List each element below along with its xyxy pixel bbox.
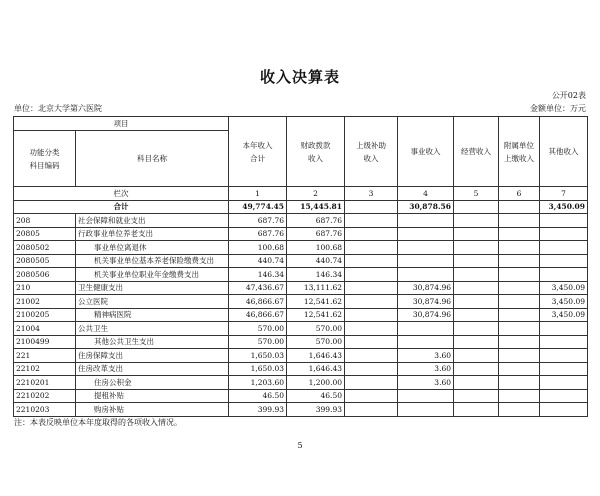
table-body (14, 117, 588, 417)
amount-cell (454, 376, 499, 390)
amount-cell (345, 214, 398, 228)
total-cell: 15,445.81 (287, 200, 345, 214)
subject-code: 2080502 (14, 241, 76, 255)
amount-cell (345, 254, 398, 268)
amount-cell (540, 349, 588, 363)
table-row (14, 295, 588, 309)
amount-cell: 687.76 (229, 214, 287, 228)
total-label: 合计 (14, 200, 229, 214)
header-col-2: 财政拨款 收入 (287, 117, 345, 187)
subject-code: 21002 (14, 295, 76, 309)
amount-cell (454, 227, 499, 241)
col-number: 2 (287, 187, 345, 201)
subject-code: 2080506 (14, 268, 76, 282)
subject-code: 2080505 (14, 254, 76, 268)
amount-cell: 12,541.62 (287, 308, 345, 322)
table-row (14, 281, 588, 295)
total-cell (345, 200, 398, 214)
amount-cell (499, 227, 540, 241)
amount-cell (345, 349, 398, 363)
amount-cell: 570.00 (229, 335, 287, 349)
table-row (14, 389, 588, 403)
amount-cell (398, 214, 454, 228)
page-number: 5 (297, 441, 303, 450)
subject-name: 公立医院 (76, 295, 229, 309)
col-number: 3 (345, 187, 398, 201)
amount-cell (454, 403, 499, 417)
subject-name: 行政事业单位养老支出 (76, 227, 229, 241)
amount-cell (499, 281, 540, 295)
col-number: 6 (499, 187, 540, 201)
amount-cell (398, 403, 454, 417)
amount-cell: 3,450.09 (540, 308, 588, 322)
amount-cell (398, 335, 454, 349)
amount-cell (540, 214, 588, 228)
subject-name: 机关事业单位基本养老保险缴费支出 (76, 254, 229, 268)
table-note: 注：本表反映单位本年度取得的各项收入情况。 (14, 418, 182, 427)
amount-cell (540, 254, 588, 268)
amount-cell (540, 227, 588, 241)
amount-cell (345, 227, 398, 241)
money-unit-label: 金额单位：万元 (530, 104, 586, 113)
subject-code: 208 (14, 214, 76, 228)
amount-cell: 1,650.03 (229, 362, 287, 376)
amount-cell (454, 295, 499, 309)
amount-cell (499, 308, 540, 322)
amount-cell: 100.68 (229, 241, 287, 255)
table-row (14, 403, 588, 417)
subject-code: 22102 (14, 362, 76, 376)
amount-cell (454, 362, 499, 376)
subject-code: 20805 (14, 227, 76, 241)
header-item: 项目 (14, 117, 229, 131)
report-title: 收入决算表 (259, 68, 340, 86)
header-col-7: 其他收入 (540, 117, 588, 187)
amount-cell (499, 376, 540, 390)
amount-cell: 3,450.09 (540, 295, 588, 309)
amount-cell: 30,874.96 (398, 295, 454, 309)
amount-cell (345, 376, 398, 390)
table-row (14, 254, 588, 268)
amount-cell: 570.00 (287, 322, 345, 336)
total-cell (454, 200, 499, 214)
amount-cell: 46.50 (287, 389, 345, 403)
subject-code: 2210202 (14, 389, 76, 403)
header-col-6: 附属单位 上缴收入 (499, 117, 540, 187)
amount-cell (454, 335, 499, 349)
subject-code: 2210201 (14, 376, 76, 390)
amount-cell: 146.34 (229, 268, 287, 282)
subject-code: 2210203 (14, 403, 76, 417)
table-row (14, 214, 588, 228)
table-row (14, 376, 588, 390)
header-col-4: 事业收入 (398, 117, 454, 187)
table-row (14, 362, 588, 376)
amount-cell: 30,874.96 (398, 308, 454, 322)
subject-name: 精神病医院 (76, 308, 229, 322)
subject-name: 提租补贴 (76, 389, 229, 403)
amount-cell: 12,541.62 (287, 295, 345, 309)
amount-cell (540, 389, 588, 403)
amount-cell (398, 268, 454, 282)
amount-cell (499, 322, 540, 336)
subject-name: 其他公共卫生支出 (76, 335, 229, 349)
amount-cell (454, 322, 499, 336)
amount-cell (540, 362, 588, 376)
amount-cell: 1,646.43 (287, 349, 345, 363)
amount-cell: 13,111.62 (287, 281, 345, 295)
total-cell (499, 200, 540, 214)
amount-cell (499, 389, 540, 403)
amount-cell: 399.93 (229, 403, 287, 417)
header-row-1 (14, 117, 588, 131)
lanci-label: 栏次 (14, 187, 229, 201)
total-cell: 3,450.09 (540, 200, 588, 214)
amount-cell: 46,866.67 (229, 308, 287, 322)
amount-cell (398, 389, 454, 403)
amount-cell (499, 349, 540, 363)
table-row (14, 308, 588, 322)
amount-cell (499, 335, 540, 349)
amount-cell (345, 362, 398, 376)
unit-label: 单位：北京大学第六医院 (14, 104, 102, 113)
amount-cell (398, 227, 454, 241)
subject-code: 21004 (14, 322, 76, 336)
amount-cell (454, 389, 499, 403)
table-row (14, 241, 588, 255)
amount-cell (499, 362, 540, 376)
table-row (14, 335, 588, 349)
amount-cell (499, 241, 540, 255)
amount-cell: 399.93 (287, 403, 345, 417)
subject-code: 2100499 (14, 335, 76, 349)
income-table (13, 116, 588, 417)
amount-cell (540, 241, 588, 255)
header-col-3: 上级补助 收入 (345, 117, 398, 187)
subject-name: 购房补贴 (76, 403, 229, 417)
amount-cell (454, 349, 499, 363)
amount-cell (398, 241, 454, 255)
col-number: 1 (229, 187, 287, 201)
subject-name: 机关事业单位职业年金缴费支出 (76, 268, 229, 282)
subject-name: 住房改革支出 (76, 362, 229, 376)
total-cell: 49,774.45 (229, 200, 287, 214)
amount-cell: 687.76 (287, 227, 345, 241)
total-cell: 30,878.56 (398, 200, 454, 214)
amount-cell (454, 254, 499, 268)
amount-cell: 46.50 (229, 389, 287, 403)
amount-cell: 30,874.96 (398, 281, 454, 295)
amount-cell: 1,200.00 (287, 376, 345, 390)
total-row (14, 200, 588, 214)
subject-code: 210 (14, 281, 76, 295)
header-name: 科目名称 (76, 131, 229, 187)
table-row (14, 227, 588, 241)
amount-cell (499, 254, 540, 268)
amount-cell (454, 308, 499, 322)
amount-cell (345, 308, 398, 322)
subject-code: 2100205 (14, 308, 76, 322)
amount-cell (398, 322, 454, 336)
subject-name: 住房保障支出 (76, 349, 229, 363)
amount-cell: 47,436.67 (229, 281, 287, 295)
amount-cell: 440.74 (229, 254, 287, 268)
subject-name: 住房公积金 (76, 376, 229, 390)
amount-cell (499, 214, 540, 228)
amount-cell: 3.60 (398, 349, 454, 363)
amount-cell: 687.76 (229, 227, 287, 241)
form-number: 公开02表 (551, 91, 586, 100)
amount-cell: 3.60 (398, 362, 454, 376)
table-row (14, 268, 588, 282)
amount-cell: 146.34 (287, 268, 345, 282)
subject-name: 事业单位离退休 (76, 241, 229, 255)
amount-cell (345, 389, 398, 403)
amount-cell (398, 254, 454, 268)
amount-cell (345, 322, 398, 336)
amount-cell: 46,866.67 (229, 295, 287, 309)
amount-cell (499, 295, 540, 309)
col-number: 4 (398, 187, 454, 201)
amount-cell (540, 268, 588, 282)
col-number: 7 (540, 187, 588, 201)
amount-cell (499, 268, 540, 282)
header-col-1: 本年收入 合计 (229, 117, 287, 187)
amount-cell (454, 281, 499, 295)
subject-name: 公共卫生 (76, 322, 229, 336)
table-row (14, 349, 588, 363)
amount-cell (454, 241, 499, 255)
amount-cell (345, 295, 398, 309)
amount-cell: 1,646.43 (287, 362, 345, 376)
amount-cell (345, 403, 398, 417)
subject-name: 社会保障和就业支出 (76, 214, 229, 228)
amount-cell (454, 268, 499, 282)
amount-cell (499, 403, 540, 417)
amount-cell: 3.60 (398, 376, 454, 390)
amount-cell (540, 376, 588, 390)
amount-cell: 100.68 (287, 241, 345, 255)
header-code: 功能分类 科目编码 (14, 131, 76, 187)
amount-cell: 1,203.60 (229, 376, 287, 390)
amount-cell: 3,450.09 (540, 281, 588, 295)
amount-cell (454, 214, 499, 228)
lanci-row (14, 187, 588, 201)
table-row (14, 322, 588, 336)
amount-cell: 687.76 (287, 214, 345, 228)
amount-cell (345, 281, 398, 295)
amount-cell (345, 241, 398, 255)
amount-cell (540, 403, 588, 417)
subject-name: 卫生健康支出 (76, 281, 229, 295)
amount-cell: 440.74 (287, 254, 345, 268)
amount-cell (540, 322, 588, 336)
amount-cell (345, 268, 398, 282)
amount-cell (345, 335, 398, 349)
header-col-5: 经营收入 (454, 117, 499, 187)
amount-cell: 1,650.03 (229, 349, 287, 363)
amount-cell (540, 335, 588, 349)
amount-cell: 570.00 (229, 322, 287, 336)
col-number: 5 (454, 187, 499, 201)
subject-code: 221 (14, 349, 76, 363)
amount-cell: 570.00 (287, 335, 345, 349)
